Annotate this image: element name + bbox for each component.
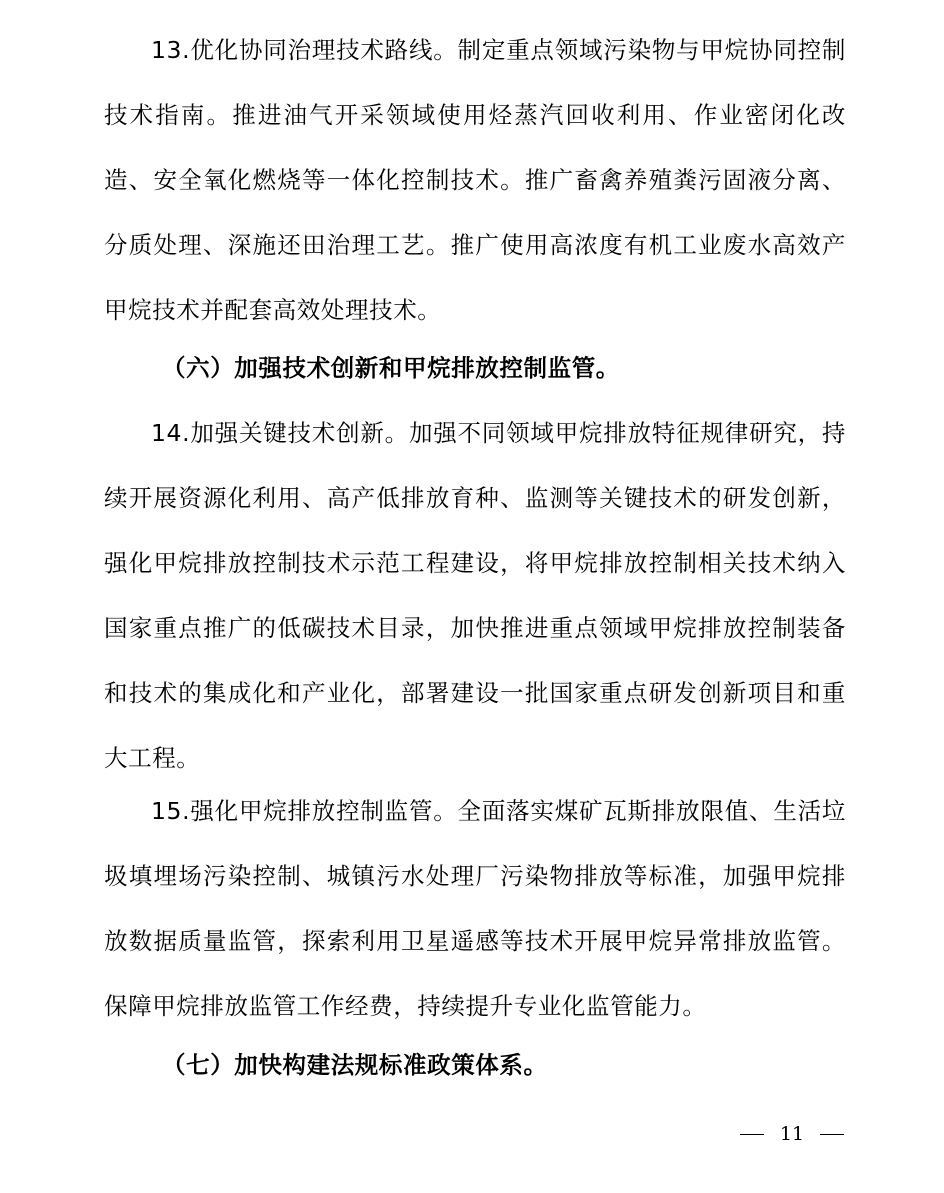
left-dash xyxy=(740,1134,764,1135)
paragraph-14: 14.加强关键技术创新。加强不同领域甲烷排放特征规律研究，持续开展资源化利用、高产低排放育种、监测等关键技术的研发创新，强化甲烷排放控制技术示范工程建设，将甲烷排放控制相关技术纳入国家重点推广的低碳技术目录，加快推进重点领域甲烷排放控制装备和技术的集成化和产业化，部署建设一批国家重点研发创新项目和重大工程。 xyxy=(104,419,846,772)
page-number: 11 xyxy=(779,1123,805,1145)
page-number-footer xyxy=(740,1120,844,1148)
section-heading-6: （六）加强技术创新和甲烷排放控制监管。 xyxy=(162,354,620,382)
right-dash xyxy=(820,1134,844,1135)
paragraph-13: 13.优化协同治理技术路线。制定重点领域污染物与甲烷协同控制技术指南。推进油气开采领域使用烃蒸汽回收利用、作业密闭化改造、安全氧化燃烧等一体化控制技术。推广畜禽养殖粪污固液分离、分质处理、深施还田治理工艺。推广使用高浓度有机工业废水高效产甲烷技术并配套高效处理技术。 xyxy=(104,36,846,324)
paragraph-15: 15.强化甲烷排放控制监管。全面落实煤矿瓦斯排放限值、生活垃圾填埋场污染控制、城镇污水处理厂污染物排放等标准，加强甲烷排放数据质量监管，探索利用卫星遥感等技术开展甲烷异常排放监管。保障甲烷排放监管工作经费，持续提升专业化监管能力。 xyxy=(104,797,846,1020)
section-heading-7: （七）加快构建法规标准政策体系。 xyxy=(162,1051,548,1079)
